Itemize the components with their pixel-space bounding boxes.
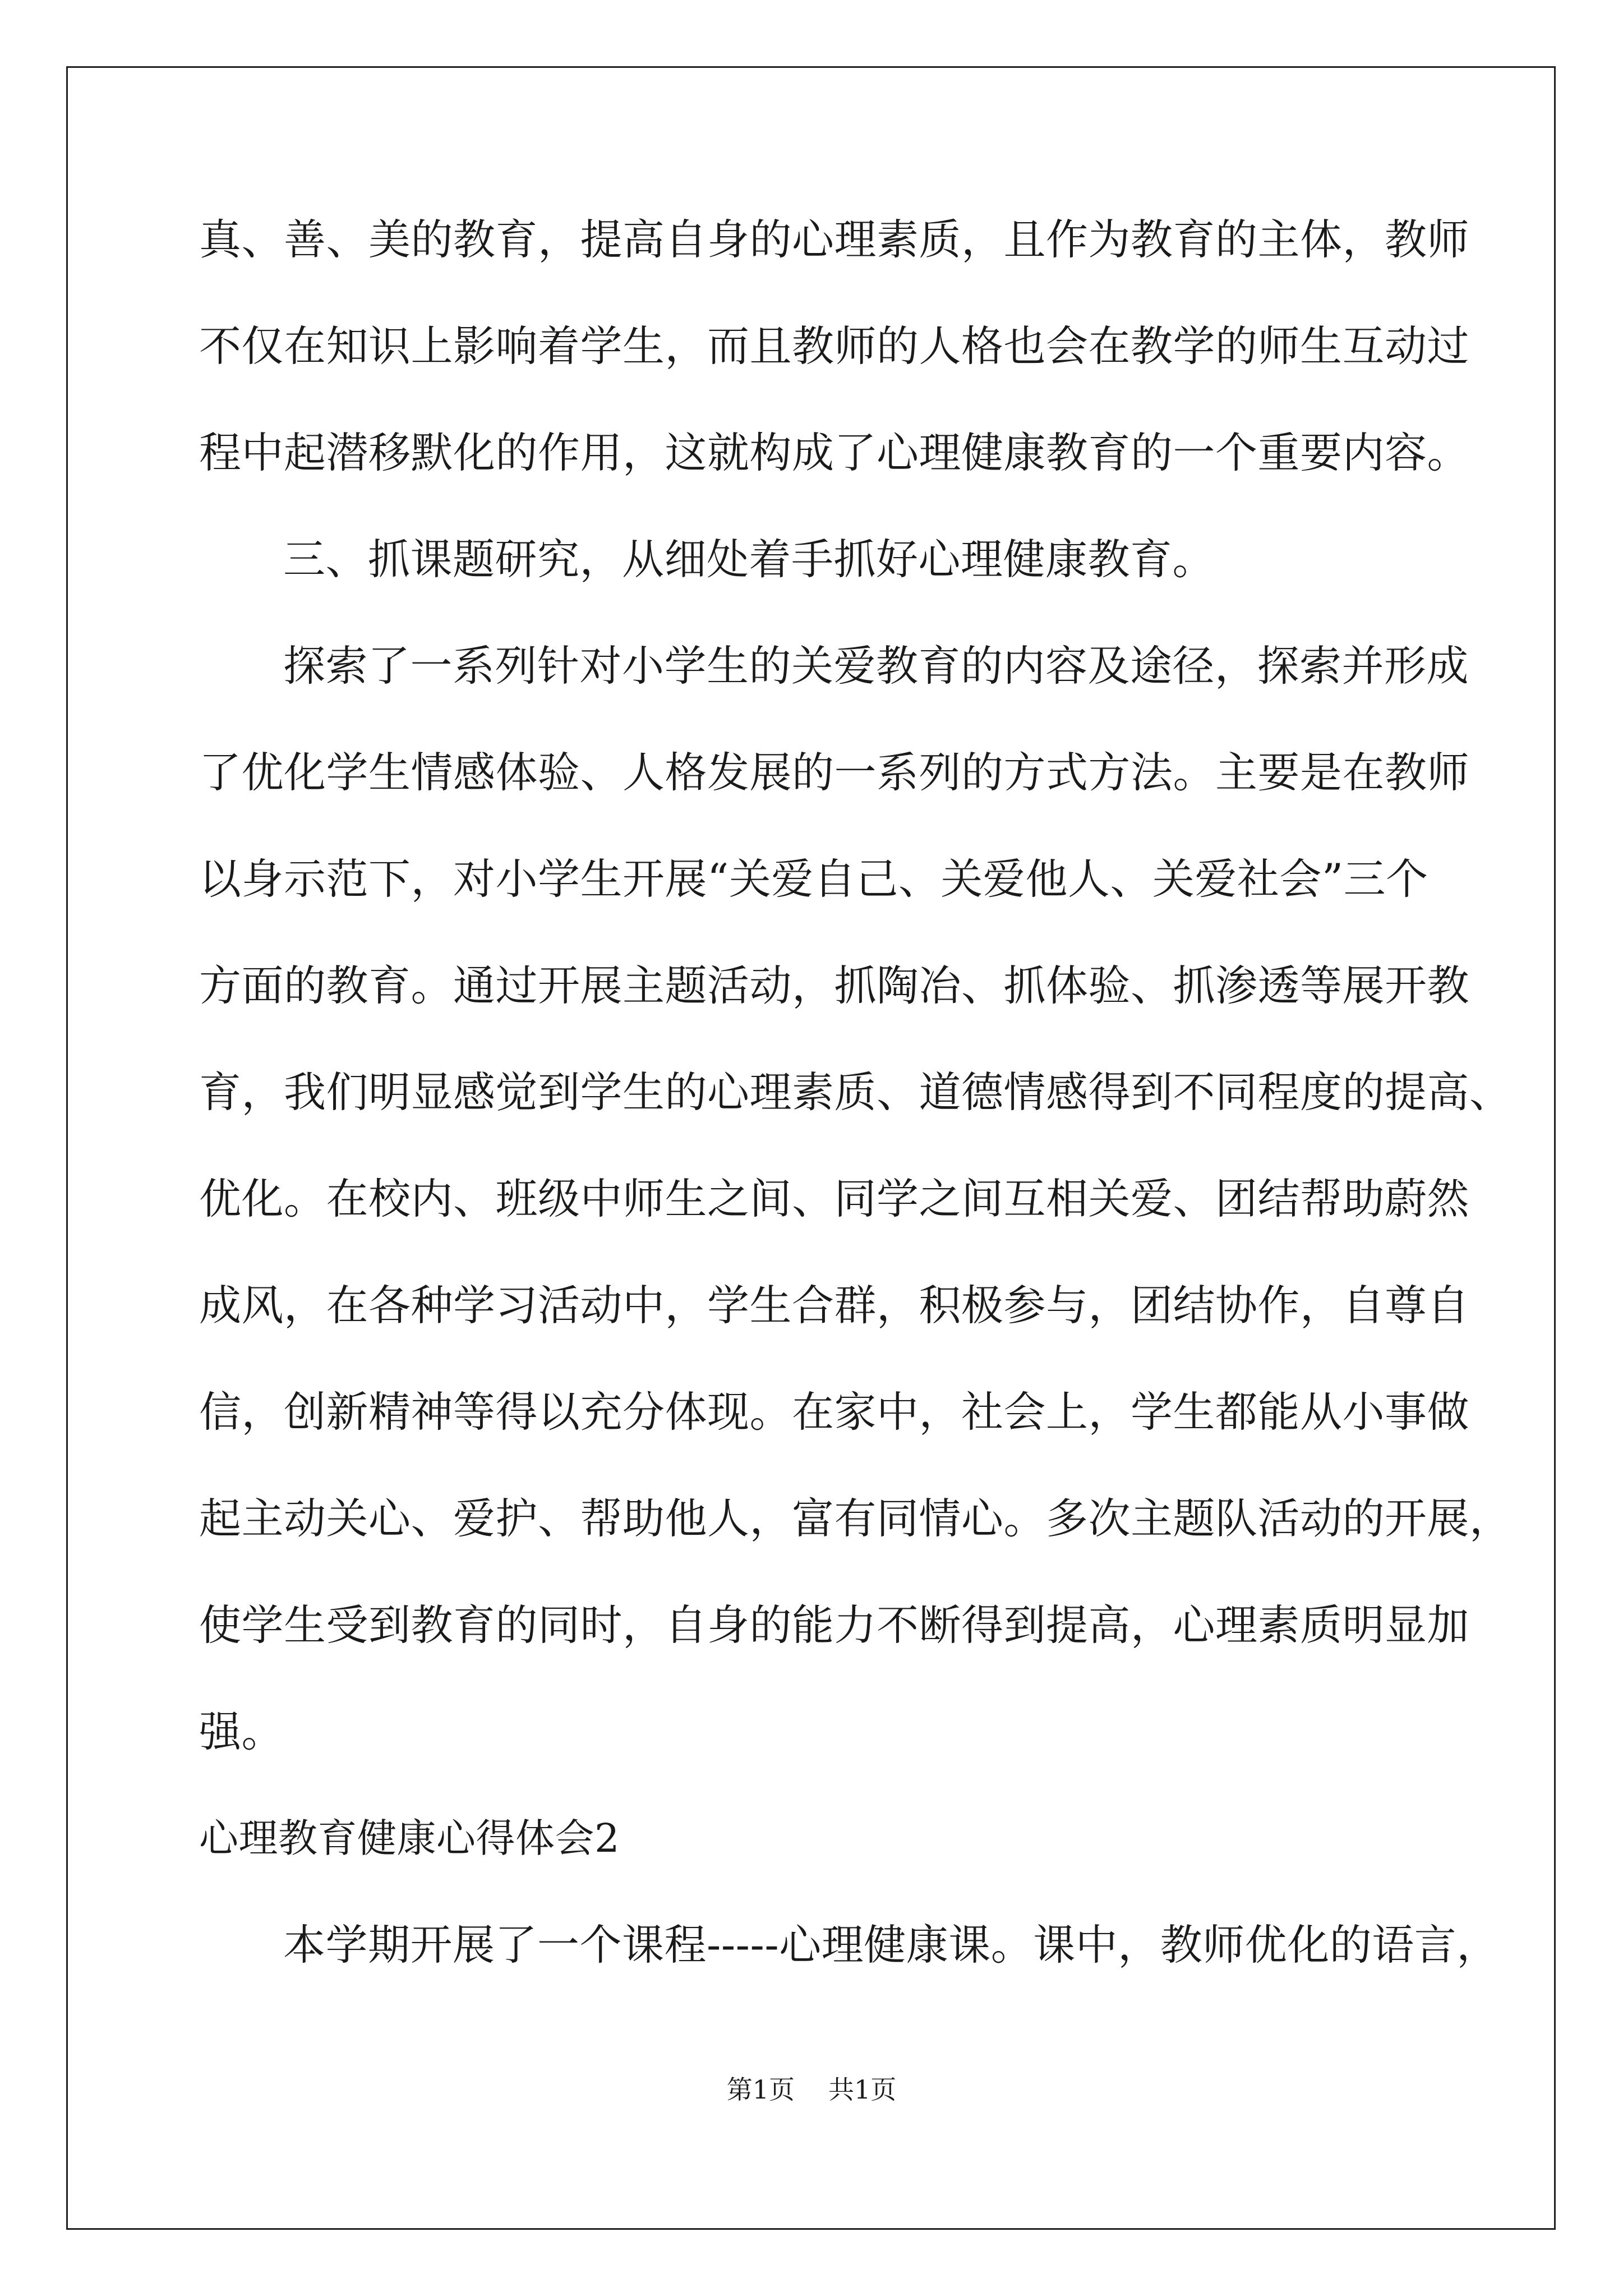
text-line: 信，创新精神等得以充分体现。在家中，社会上，学生都能从小事做 xyxy=(199,1387,1470,1437)
text-line: 优化。在校内、班级中师生之间、同学之间互相关爱、团结帮助蔚然 xyxy=(199,1174,1470,1223)
paragraph-start-line: 本学期开展了一个课程-----心理健康课。课中，教师优化的语言， xyxy=(283,1920,1499,1970)
page-number: 第1页 xyxy=(726,2074,795,2105)
text-line: 成风，在各种学习活动中，学生合群，积极参与，团结协作，自尊自 xyxy=(199,1281,1470,1330)
page-footer xyxy=(0,2076,1623,2104)
text-line: 程中起潜移默化的作用，这就构成了心理健康教育的一个重要内容。 xyxy=(199,428,1470,477)
article-title: 心理教育健康心得体会2 xyxy=(199,1815,620,1861)
text-line: 真、善、美的教育，提高自身的心理素质，且作为教育的主体，教师 xyxy=(199,215,1470,264)
text-line: 起主动关心、爱护、帮助他人，富有同情心。多次主题队活动的开展， xyxy=(199,1494,1512,1543)
document-body xyxy=(199,215,1512,2031)
text-line: 以身示范下，对小学生开展“关爱自己、关爱他人、关爱社会”三个 xyxy=(199,854,1428,904)
text-line: 使学生受到教育的同时，自身的能力不断得到提高，心理素质明显加 xyxy=(199,1600,1470,1650)
text-line: 方面的教育。通过开展主题活动，抓陶冶、抓体验、抓渗透等展开教 xyxy=(199,961,1470,1010)
text-line: 不仅在知识上影响着学生，而且教师的人格也会在教学的师生互动过 xyxy=(199,321,1470,371)
paragraph-start-line: 探索了一系列针对小学生的关爱教育的内容及途径，探索并形成 xyxy=(283,641,1469,691)
text-line: 了优化学生情感体验、人格发展的一系列的方式方法。主要是在教师 xyxy=(199,748,1470,797)
text-line: 强。 xyxy=(199,1707,284,1756)
section-heading-line: 三、抓课题研究，从细处着手抓好心理健康教育。 xyxy=(283,535,1215,584)
text-line: 育，我们明显感觉到学生的心理素质、道德情感得到不同程度的提高、 xyxy=(199,1068,1512,1117)
page-total: 共1页 xyxy=(828,2074,897,2105)
